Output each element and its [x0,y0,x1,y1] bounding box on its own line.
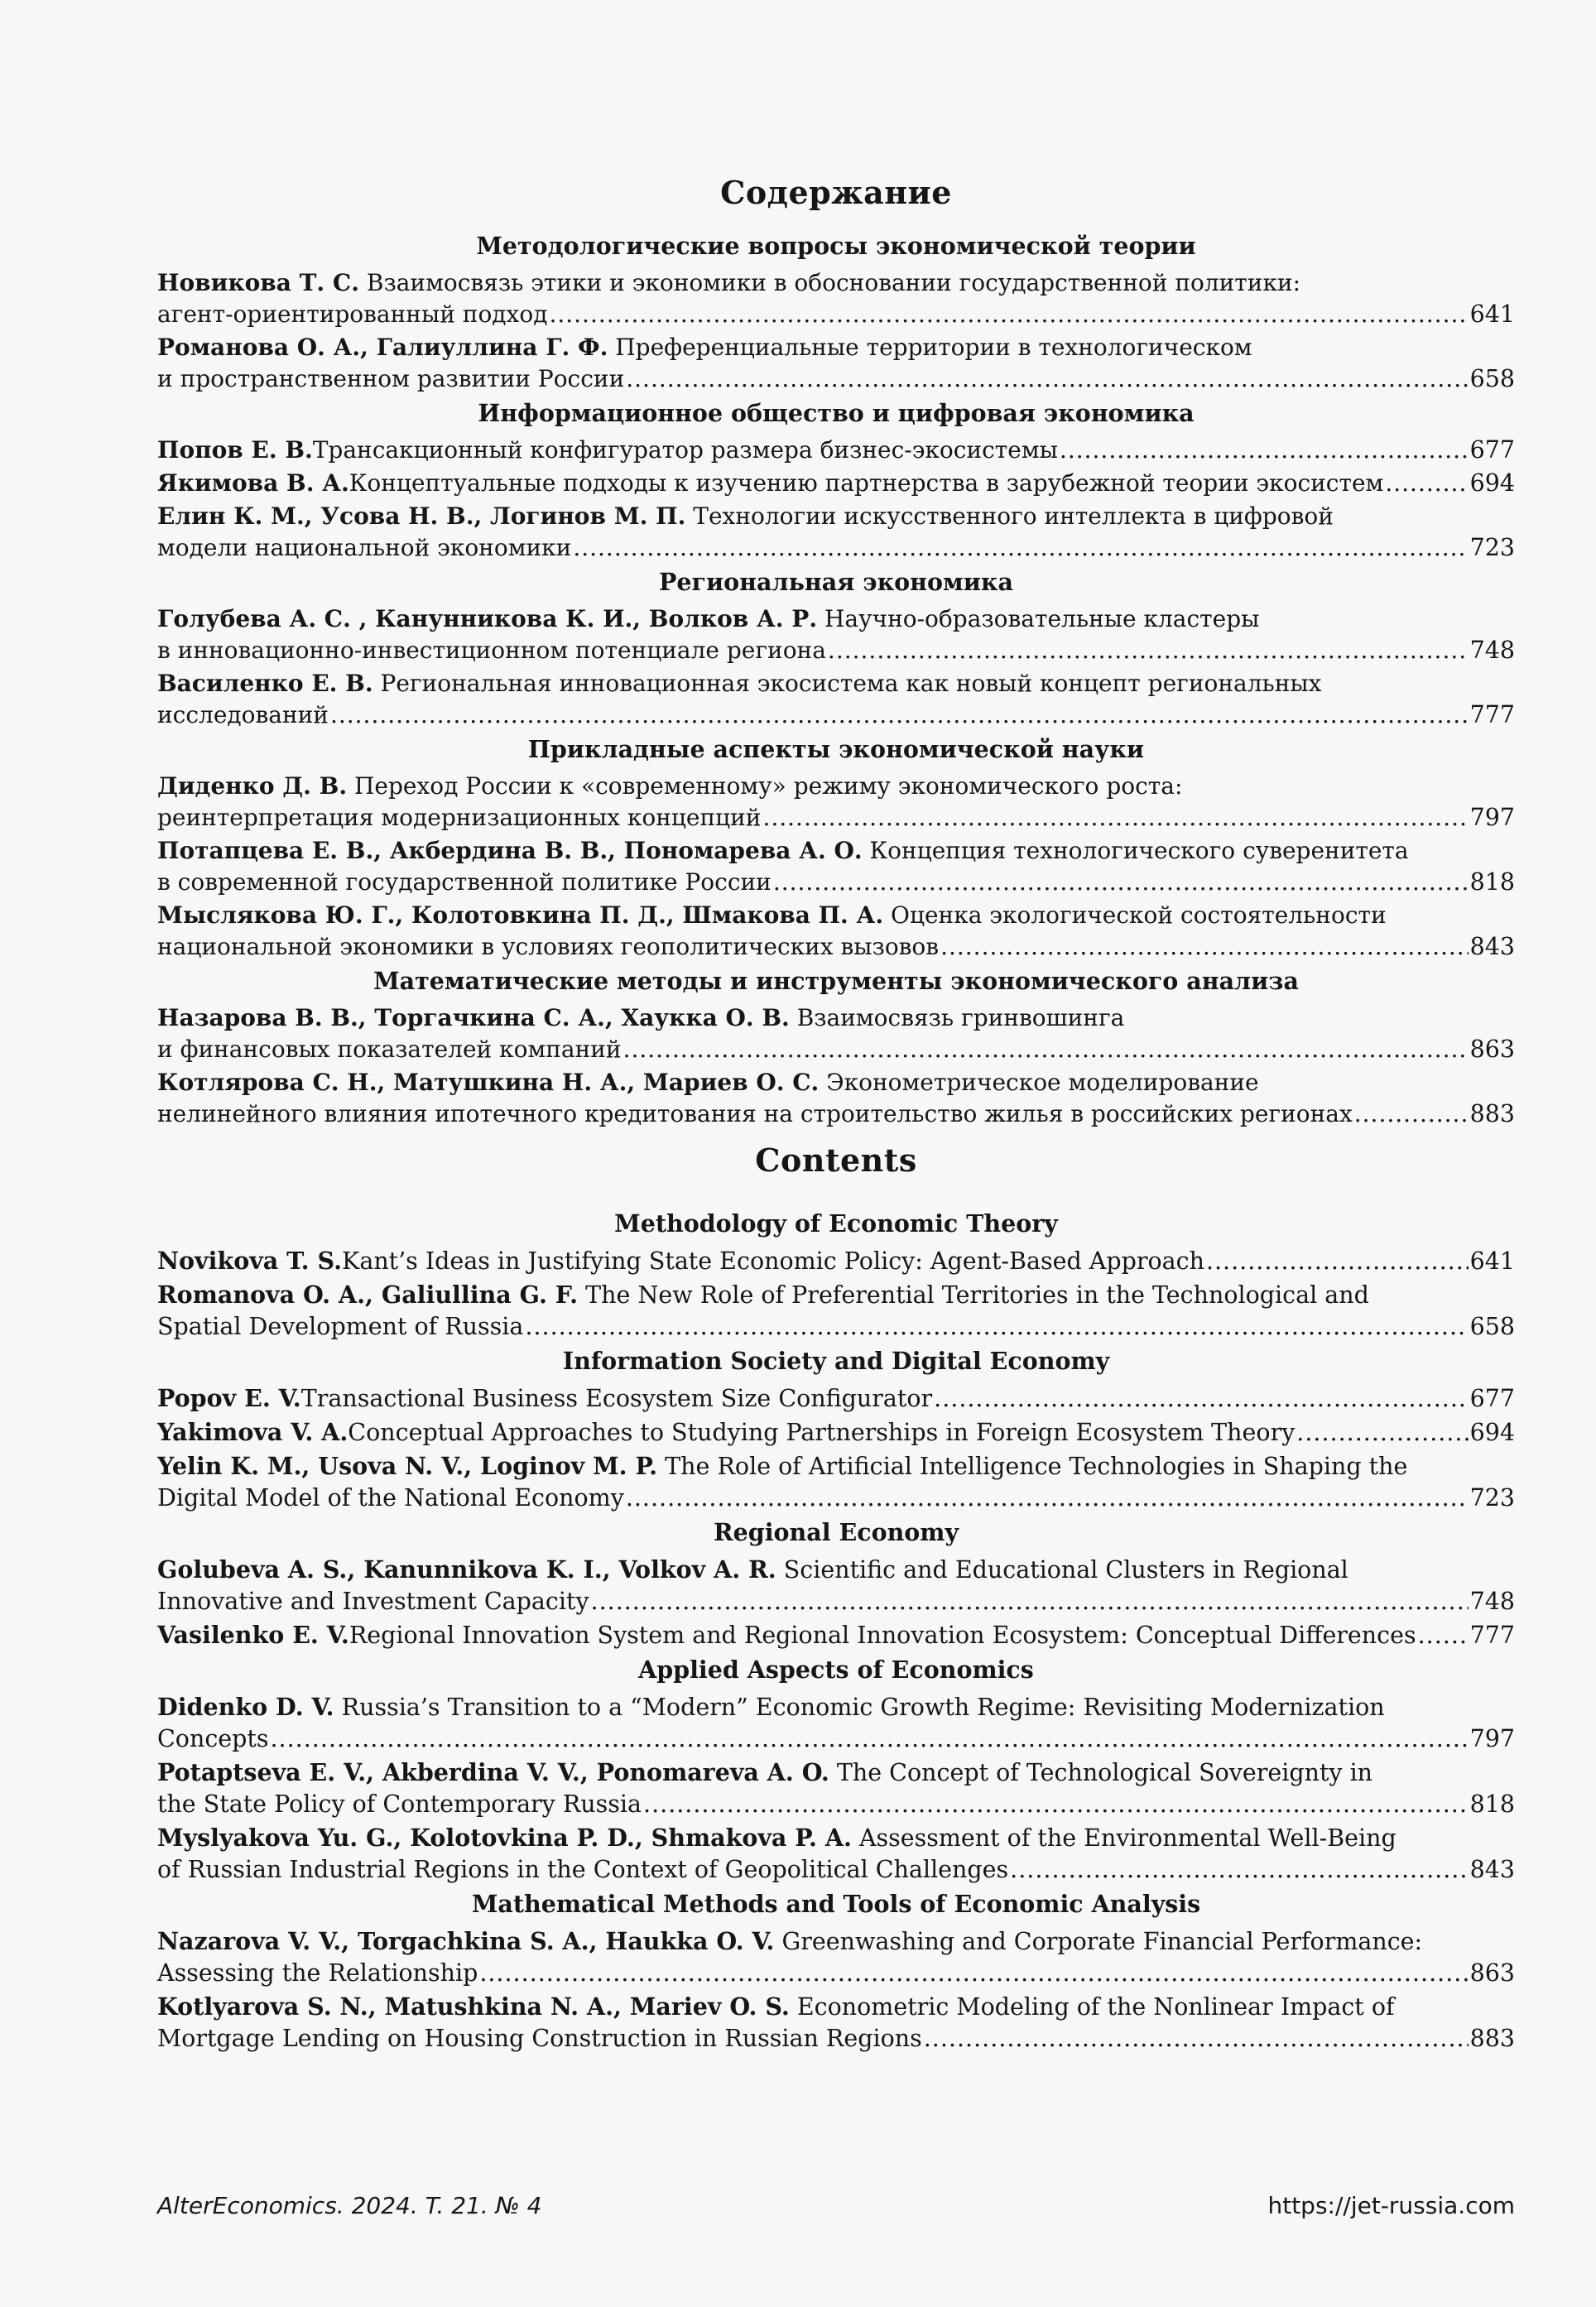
entry-first-line [157,1279,1515,1311]
entry-first-line [157,501,1515,532]
entry-authors: Myslyakova Yu. G., Kolotovkina P. D., Shmakova P. A. [157,1824,852,1852]
entry-authors: Попов Е. В. [157,436,313,464]
dot-leader [1206,1246,1469,1277]
dot-leader [591,1586,1469,1617]
entry-first-line [157,1757,1515,1789]
entry-last-line [157,363,1515,395]
toc-entry[interactable] [157,501,1515,564]
toc-entry[interactable] [157,1991,1515,2055]
entry-last-line [157,1311,1515,1343]
dot-leader [924,2023,1469,2055]
entry-last-line [157,635,1515,666]
dot-leader [773,867,1469,898]
entry-title-continued: национальной экономики в условиях геополитических вызовов [157,933,940,960]
entry-title-continued: Regional Innovation System and Regional Innovation Ecosystem: Conceptual Differences [349,1622,1416,1649]
section-title: Mathematical Methods and Tools of Economic Analysis [471,1890,1201,1918]
entry-authors: Голубева А. С. , Канунникова К. И., Волков А. Р. [157,605,818,632]
toc-entry[interactable] [157,1691,1515,1755]
entry-authors: Popov E. V. [157,1384,301,1412]
dot-leader [623,1034,1469,1065]
page-number: 863 [1469,1959,1515,1987]
entry-title-continued: Digital Model of the National Economy [157,1484,624,1512]
dot-leader [626,1483,1469,1514]
entry-title-continued: of Russian Industrial Regions in the Context of Geopolitical Challenges [157,1856,1009,1883]
entry-last-line [157,1586,1515,1617]
page-number: 748 [1469,637,1515,664]
entry-first-line [157,267,1515,299]
toc-english [157,1141,1515,2055]
page-number: 843 [1469,933,1515,960]
entry-title-continued: Assessing the Relationship [157,1959,478,1987]
dot-leader [1418,1620,1469,1651]
page-number: 797 [1469,1725,1515,1752]
toc-entry[interactable] [157,771,1515,834]
journal-citation: AlterEconomics. 2024. T. 21. № 4 [157,2192,542,2219]
entry-first-line [157,835,1515,867]
entry-first-line [157,1925,1515,1958]
entry-authors: Novikova T. S. [157,1247,343,1275]
toc-entry[interactable] [157,1450,1515,1514]
toc-entry[interactable] [157,603,1515,666]
page-number: 641 [1469,1247,1515,1275]
entry-last-line [157,1098,1515,1130]
entry-title-continued: реинтерпретация модернизационных концепций [157,804,762,831]
entry-last-line [157,867,1515,898]
heading-en: Contents [755,1141,917,1179]
page-number: 818 [1469,868,1515,896]
page-number: 677 [1469,1385,1515,1412]
dot-leader [479,1958,1468,1989]
entry-title: Концепция технологического суверенитета [862,837,1409,864]
entry-authors: Kotlyarova S. N., Matushkina N. A., Mariev O. S. [157,1992,790,2021]
entry-title-continued: the State Policy of Contemporary Russia [157,1790,642,1818]
entry-title: Региональная инновационная экосистема как новый концепт региональных [373,670,1322,697]
toc-entry[interactable] [157,1757,1515,1820]
dot-leader [940,931,1469,963]
entry-title-continued: исследований [157,701,329,728]
section-title: Regional Economy [713,1518,959,1546]
entry-last-line [157,1789,1515,1820]
page-number: 797 [1469,804,1515,831]
toc-entry[interactable] [157,267,1515,330]
entry-authors: Диденко Д. В. [157,772,348,800]
entry-authors: Мыслякова Ю. Г., Колотовкина П. Д., Шмакова П. А. [157,901,884,929]
entry-first-line [157,1822,1515,1854]
page-footer [157,2185,1515,2219]
entry-title: Технологии искусственного интеллекта в цифровой [685,502,1334,530]
entry-title: Научно-образовательные кластеры [817,605,1260,632]
dot-leader [1060,435,1469,466]
entry-first-line [157,1002,1515,1034]
toc-entry[interactable] [157,1382,1515,1415]
entry-title: The Role of Artificial Intelligence Technologies in Shaping the [657,1453,1408,1480]
en-sections [157,1207,1515,2055]
page-number: 818 [1469,1790,1515,1818]
toc-entry[interactable] [157,468,1515,499]
toc-entry[interactable] [157,900,1515,963]
entry-last-line [157,1416,1515,1449]
toc-russian [157,174,1515,1130]
page-number: 694 [1469,469,1515,497]
entry-authors: Новикова Т. С. [157,269,359,296]
section-title: Региональная экономика [658,568,1013,596]
toc-entry[interactable] [157,668,1515,731]
toc-entry[interactable] [157,1822,1515,1886]
toc-entry[interactable] [157,1554,1515,1617]
entry-title: Преференциальные территории в технологическом [608,334,1252,361]
toc-entry[interactable] [157,1925,1515,1989]
toc-entry[interactable] [157,1279,1515,1343]
section-title: Information Society and Digital Economy [562,1347,1110,1375]
entry-authors: Василенко Е. В. [157,670,373,697]
entry-title-continued: Kant’s Ideas in Justifying State Economic Policy: Agent-Based Approach [342,1247,1204,1275]
entry-authors: Якимова В. А. [157,469,349,497]
entry-last-line [157,1382,1515,1415]
entry-title-continued: Conceptual Approaches to Studying Partnerships in Foreign Ecosystem Theory [348,1419,1296,1446]
dot-leader [1385,468,1468,499]
entry-title-continued: модели национальной экономики [157,534,572,561]
toc-entry[interactable] [157,435,1515,466]
dot-leader [626,363,1468,395]
page-number: 843 [1469,1856,1515,1883]
toc-entry[interactable] [157,332,1515,395]
entry-first-line [157,771,1515,802]
entry-last-line [157,1619,1515,1651]
entry-title-continued: Mortgage Lending on Housing Construction in Russian Regions [157,2025,922,2052]
section-title: Applied Aspects of Economics [638,1656,1034,1684]
entry-last-line [157,532,1515,564]
entry-title-continued: в современной государственной политике России [157,868,772,896]
entry-title-continued: Transactional Business Ecosystem Size Configurator [300,1385,933,1412]
page-number: 723 [1469,534,1515,561]
entry-last-line [157,1854,1515,1886]
entry-title: Scientific and Educational Clusters in Regional [776,1556,1348,1584]
entry-last-line [157,1958,1515,1989]
entry-last-line [157,699,1515,731]
dot-leader [1354,1098,1469,1130]
entry-authors: Romanova O. A., Galiullina G. F. [157,1281,579,1309]
dot-leader [643,1789,1469,1820]
entry-last-line [157,1483,1515,1514]
entry-title: Greenwashing and Corporate Financial Performance: [774,1928,1423,1955]
page-number: 883 [1469,1100,1515,1127]
page-number: 677 [1469,436,1515,464]
page-number: 777 [1469,1622,1515,1649]
heading-ru: Содержание [720,174,952,211]
entry-authors: Yelin K. M., Usova N. V., Loginov M. P. [157,1452,658,1480]
entry-last-line [157,299,1515,330]
entry-authors: Котлярова С. Н., Матушкина Н. А., Мариев О. С. [157,1069,820,1096]
entry-title: Econometric Modeling of the Nonlinear Impact of [789,1993,1395,2021]
page-number: 777 [1469,701,1515,728]
entry-authors: Nazarova V. V., Torgachkina S. A., Haukka O. V. [157,1927,775,1955]
entry-title: Взаимосвязь этики и экономики в обосновании государственной политики: [358,269,1301,296]
toc-entry[interactable] [157,1619,1515,1651]
entry-title: The New Role of Preferential Territories in the Technological and [578,1281,1369,1309]
dot-leader [934,1383,1468,1415]
toc-entry[interactable] [157,1002,1515,1065]
entry-first-line [157,603,1515,635]
entry-title-continued: Spatial Development of Russia [157,1313,524,1340]
entry-title-continued: Innovative and Investment Capacity [157,1588,589,1615]
entry-first-line [157,900,1515,931]
entry-last-line [157,1723,1515,1755]
entry-title-continued: нелинейного влияния ипотечного кредитования на строительство жилья в российских регионах [157,1100,1353,1127]
entry-authors: Potaptseva E. V., Akberdina V. V., Ponomareva A. O. [157,1758,829,1786]
entry-last-line [157,802,1515,834]
entry-authors: Назарова В. В., Торгачкина С. А., Хаукка О. В. [157,1004,790,1031]
entry-title: Переход России к «современному» режиму экономического роста: [347,772,1183,800]
entry-last-line [157,468,1515,499]
page-number: 863 [1469,1036,1515,1063]
dot-leader [270,1723,1468,1755]
entry-first-line [157,1067,1515,1098]
entry-last-line [157,435,1515,466]
entry-first-line [157,1450,1515,1483]
page-number: 658 [1469,1313,1515,1340]
section-title: Информационное общество и цифровая экономика [478,399,1195,427]
entry-first-line [157,1691,1515,1723]
page-number: 658 [1469,365,1515,392]
entry-title-continued: и финансовых показателей компаний [157,1036,622,1063]
entry-title-continued: и пространственном развитии России [157,365,625,392]
entry-authors: Yakimova V. A. [157,1418,349,1446]
entry-last-line [157,1245,1515,1277]
page-number: 883 [1469,2025,1515,2052]
section-title: Методологические вопросы экономической теории [476,232,1196,260]
entry-authors: Vasilenko E. V. [157,1621,349,1649]
entry-authors: Golubeva A. S., Kanunnikova K. I., Volkov A. R. [157,1555,776,1584]
entry-title-continued: агент-ориентированный подход [157,300,548,328]
entry-authors: Елин К. М., Усова Н. В., Логинов М. П. [157,502,686,530]
entry-title-continued: Концептуальные подходы к изучению партнерства в зарубежной теории экосистем [349,469,1384,497]
entry-title: Russia’s Transition to a “Modern” Economic Growth Regime: Revisiting Modernization [334,1694,1385,1721]
dot-leader [1010,1854,1468,1886]
toc-entry[interactable] [157,1245,1515,1277]
toc-entry[interactable] [157,1067,1515,1130]
toc-entry[interactable] [157,835,1515,898]
dot-leader [549,299,1468,330]
section-title: Прикладные аспекты экономической науки [527,735,1145,763]
toc-entry[interactable] [157,1416,1515,1449]
entry-last-line [157,1034,1515,1065]
entry-authors: Романова О. А., Галиуллина Г. Ф. [157,334,608,361]
dot-leader [525,1311,1468,1343]
entry-title: Assessment of the Environmental Well-Being [851,1824,1396,1852]
entry-title: The Concept of Technological Sovereignty in [829,1759,1373,1786]
page-number: 694 [1469,1419,1515,1446]
entry-title-continued: Concepts [157,1725,269,1752]
entry-title: Эконометрическое моделирование [819,1069,1259,1096]
entry-authors: Didenko D. V. [157,1693,334,1721]
page-number: 641 [1469,300,1515,328]
dot-leader [330,699,1469,731]
page-number: 748 [1469,1588,1515,1615]
entry-title: Оценка экологической состоятельности [883,901,1387,929]
entry-title-continued: в инновационно-инвестиционном потенциале региона [157,637,826,664]
dot-leader [762,802,1468,834]
entry-title: Взаимосвязь гринвошинга [789,1004,1125,1031]
section-title: Methodology of Economic Theory [614,1209,1058,1238]
dot-leader [1296,1417,1468,1449]
toc-page [157,174,1515,2056]
dot-leader [828,635,1469,666]
section-title: Математические методы и инструменты экономического анализа [373,967,1299,995]
dot-leader [573,532,1468,564]
entry-authors: Потапцева Е. В., Акбердина В. В., Пономарева А. О. [157,837,863,864]
entry-first-line [157,1554,1515,1586]
entry-title-continued: Трансакционный конфигуратор размера бизнес-экосистемы [312,436,1058,464]
entry-last-line [157,2023,1515,2055]
entry-first-line [157,1991,1515,2023]
entry-first-line [157,332,1515,363]
page-number: 723 [1469,1484,1515,1512]
entry-last-line [157,931,1515,963]
entry-first-line [157,668,1515,699]
ru-sections [157,229,1515,1130]
journal-url[interactable]: https://jet-russia.com [1267,2192,1515,2219]
